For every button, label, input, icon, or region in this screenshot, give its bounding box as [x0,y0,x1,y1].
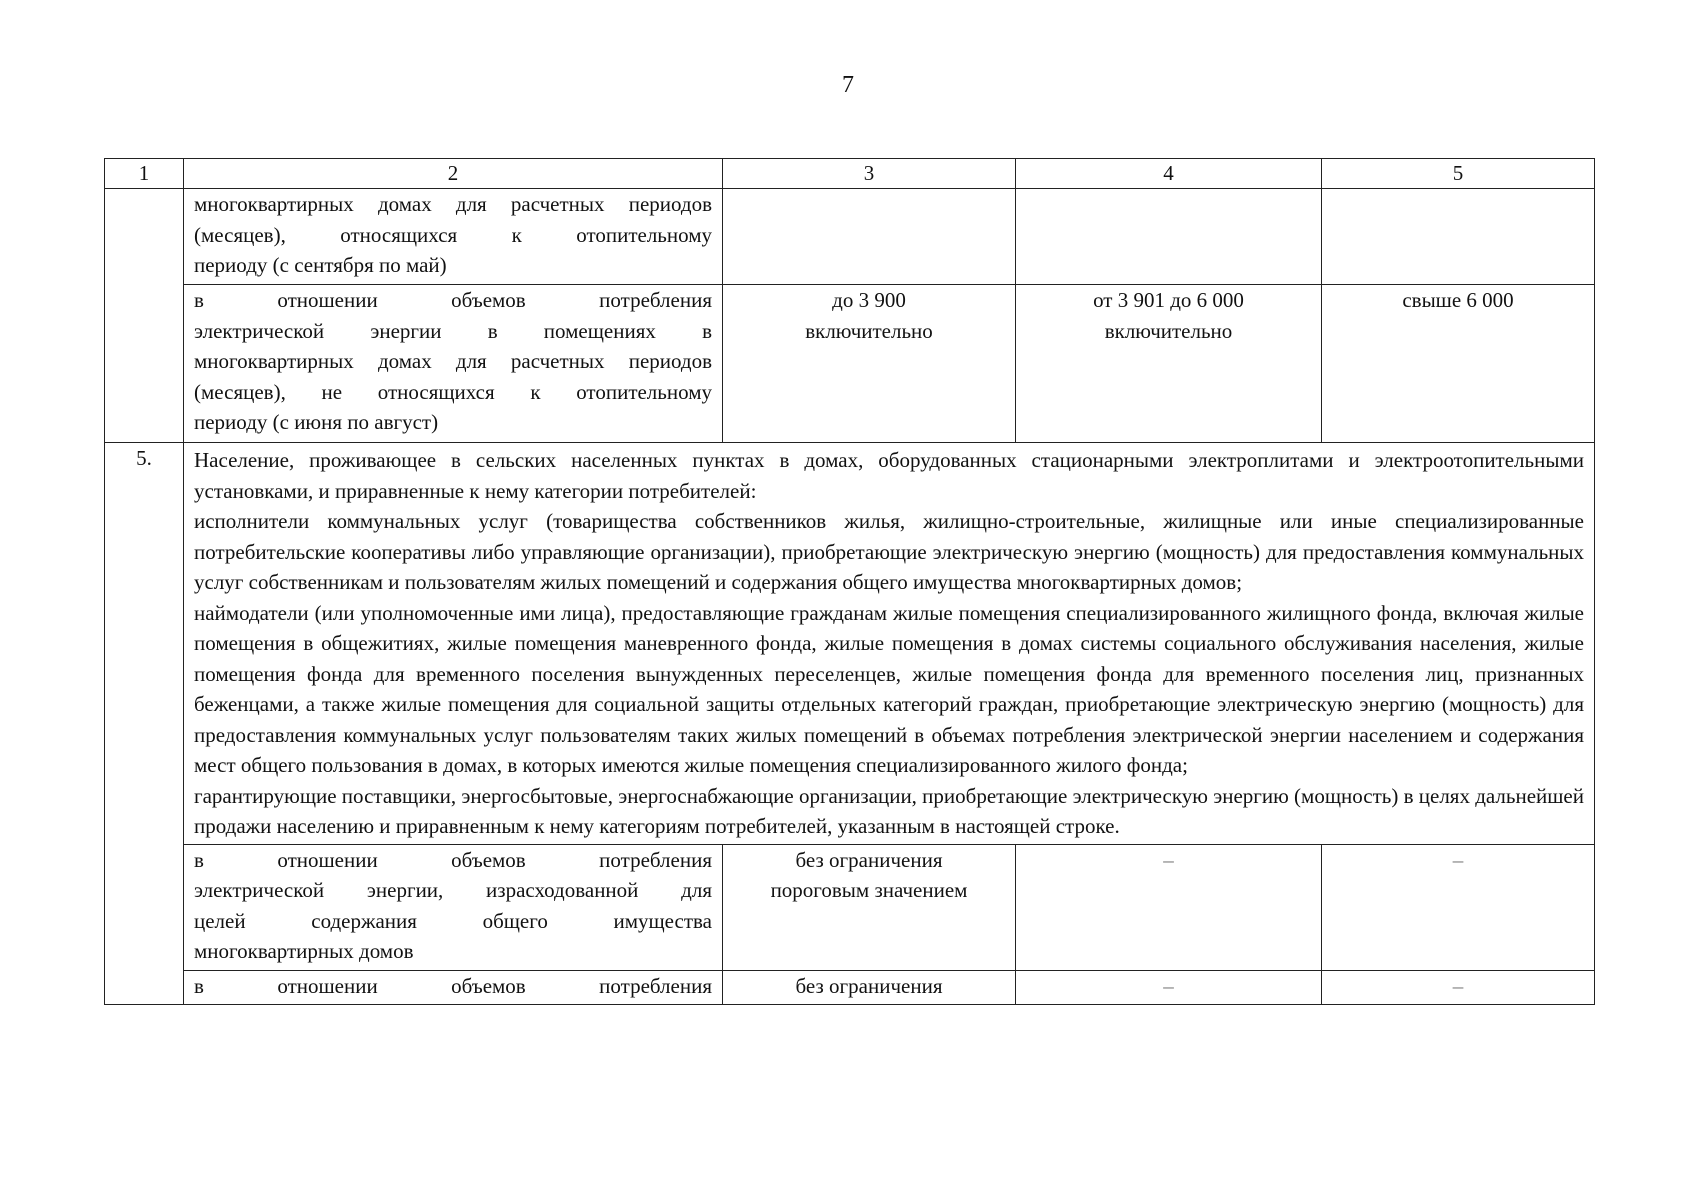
category-paragraph: исполнители коммунальных услуг (товарищества собственников жилья, жилищно-строительные, жилищные или иные специализированные потребительские кооперативы либо управляющие организации), приобретающие электрическую энергию (мощность) для предоставления коммунальных услуг собственникам и пользователям жилых помещений и содержания общего имущества многоквартирных домов; [194,509,1584,594]
category-paragraph: наймодатели (или уполномоченные ими лица), предоставляющие гражданам жилые помещения специализированного жилищного фонда, включая жилые помещения в общежитиях, жилые помещения маневренного фонда, жилые помещения в домах системы социального обслуживания населения, жилые помещения фонда для временного поселения вынужденных переселенцев, жилые помещения фонда для временного поселения лиц, признанных беженцами, а также жилые помещения для социальной защиты отдельных категорий граждан, приобретающие электрическую энергию (мощность) для предоставления коммунальных услуг пользователям таких жилых помещений в объемах потребления электрической энергии населением и содержания мест общего пользования в домах, в которых имеются жилые помещения специализированного жилого фонда; [194,600,1584,777]
row-number-cell: 5. [105,443,184,1005]
description-cell [184,844,723,970]
table-row [105,844,1595,970]
page-number: 7 [842,72,854,98]
description-line: в отношении объемов потребления [194,288,712,312]
table-row [105,970,1595,1004]
value-cell-col3 [723,285,1016,443]
header-col-4: 4 [1016,159,1322,189]
value-cell-col4: – [1016,970,1322,1004]
threshold-value: без ограничения [795,847,943,872]
threshold-value: до 3 900 [832,288,906,312]
description-line: электрической энергии в помещениях в [194,318,712,343]
value-cell-col4 [1016,189,1322,285]
tariff-table [104,158,1595,1005]
description-line: в отношении объемов потребления [194,847,712,872]
description-line: периоду (с июня по август) [194,410,439,434]
header-col-5: 5 [1322,159,1595,189]
table-header-row [105,159,1595,189]
description-line: в отношении объемов потребления [194,973,712,998]
category-description-cell [184,443,1595,845]
description-line: многоквартирных домах для расчетных периодов [194,192,712,216]
value-cell-col3 [723,189,1016,285]
value-cell-col5: – [1322,844,1595,970]
description-line: целей содержания общего имущества [194,908,712,933]
value-cell-col4 [1016,285,1322,443]
value-cell-col3: без ограничения [723,970,1016,1004]
row-number-cell [105,189,184,443]
category-paragraph: Население, проживающее в сельских населенных пунктах в домах, оборудованных стационарными электроплитами и электроотопительными установками, и приравненные к нему категории потребителей: [194,448,1584,503]
description-line: многоквартирных домов [194,939,414,963]
description-cell [184,970,723,1004]
value-cell-col5: свыше 6 000 [1322,285,1595,443]
table-row [105,443,1595,845]
description-line: периоду (с сентября по май) [194,253,447,277]
threshold-qualifier: включительно [1104,318,1233,343]
value-cell-col4: – [1016,844,1322,970]
value-cell-col3 [723,844,1016,970]
threshold-qualifier: включительно [805,318,933,343]
description-line: (месяцев), не относящихся к отопительному [194,379,712,404]
value-cell-col5 [1322,189,1595,285]
description-line: многоквартирных домах для расчетных периодов [194,349,712,373]
value-cell-col5: – [1322,970,1595,1004]
description-line: (месяцев), относящихся к отопительному [194,222,712,247]
table-row [105,285,1595,443]
table-row [105,189,1595,285]
description-cell [184,189,723,285]
description-line: электрической энергии, израсходованной для [194,878,712,902]
threshold-qualifier: пороговым значением [770,878,968,902]
threshold-value: от 3 901 до 6 000 [1093,288,1244,312]
description-cell [184,285,723,443]
category-paragraph: гарантирующие поставщики, энергосбытовые, энергоснабжающие организации, приобретающие электрическую энергию (мощность) в целях дальнейшей продажи населению и приравненным к нему категориям потребителей, указанным в настоящей строке. [194,783,1584,838]
header-col-2: 2 [184,159,723,189]
header-col-3: 3 [723,159,1016,189]
header-col-1: 1 [105,159,184,189]
